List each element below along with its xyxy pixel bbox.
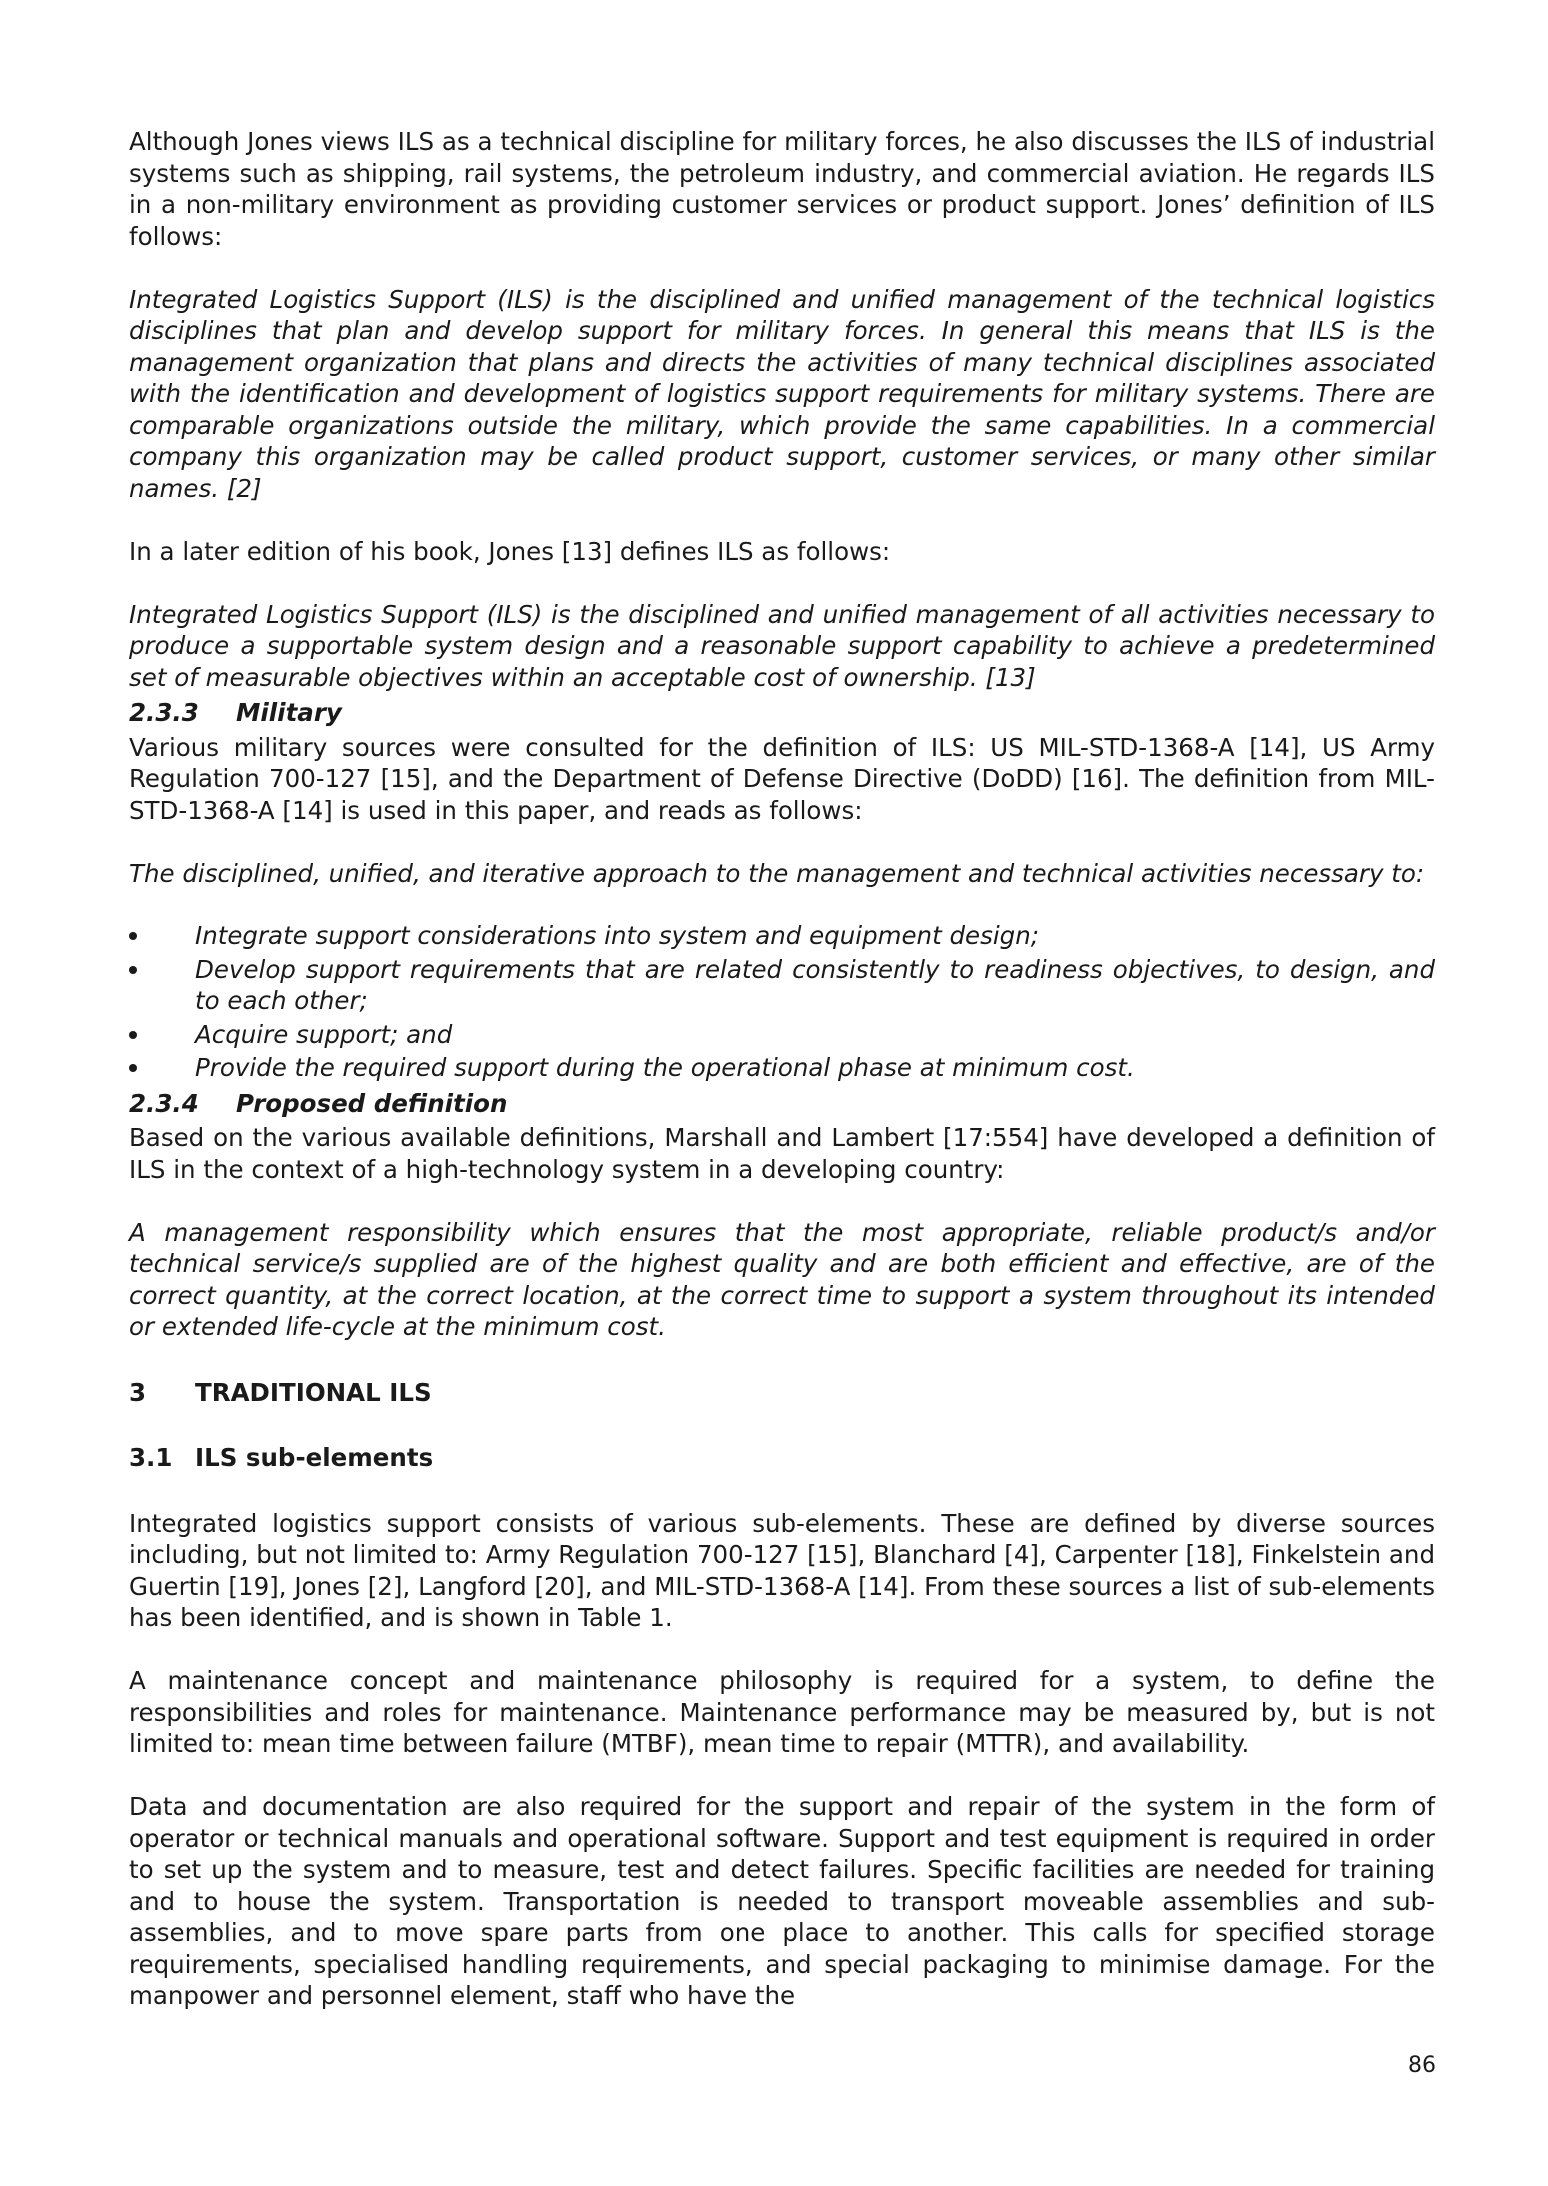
bullet-icon — [129, 966, 137, 974]
list-item: Provide the required support during the operational phase at minimum cost. — [129, 1052, 1435, 1084]
section-heading-2-3-4 — [129, 1088, 1435, 1120]
section-title: TRADITIONAL ILS — [195, 1377, 432, 1407]
quoted-definition: Integrated Logistics Support (ILS) is the disciplined and unified management of all activities necessary to produce a supportable system design and a reasonable support capability to achieve a predetermined set of measurable objectives within an acceptable cost of ownership. [13] — [129, 599, 1435, 692]
quoted-definition: Integrated Logistics Support (ILS) is the disciplined and unified management of the technical logistics disciplines that plan and develop support for military forces. In general this means that ILS is the management organization that plans and directs the activities of many technical disciplines associated with the identification and development of logistics support requirements for military systems. There are comparable organizations outside the military, which provide the same capabilities. In a commercial company this organization may be called product support, customer services, or many other similar names. [2] — [129, 284, 1435, 503]
bullet-icon — [129, 1031, 137, 1039]
bullet-icon — [129, 1064, 137, 1072]
section-title: Proposed definition — [236, 1088, 508, 1118]
body-paragraph: Various military sources were consulted for the definition of ILS: US MIL-STD-1368-A [14], US Army Regulation 700-127 [15], and the Department of Defense Directive (DoDD) [16]. The definition from MIL-STD-1368-A [14] is used in this paper, and reads as follows: — [129, 732, 1435, 825]
section-title: Military — [236, 698, 342, 727]
body-paragraph: In a later edition of his book, Jones [13] defines ILS as follows: — [129, 536, 891, 566]
quoted-definition: A management responsibility which ensures that the most appropriate, reliable product/s and/or technical service/s supplied are of the highest quality and are both efficient and effective, are of the correct quantity, at the correct location, at the correct time to support a system throughout its intended or extended life-cycle at the minimum cost. — [129, 1217, 1435, 1341]
body-paragraph: Based on the various available definitions, Marshall and Lambert [17:554] have developed a definition of ILS in the context of a high-technology system in a developing country: — [129, 1123, 1435, 1184]
body-paragraph: Although Jones views ILS as a technical discipline for military forces, he also discusses the ILS of industrial systems such as shipping, rail systems, the petroleum industry, and commercial aviation. He regards ILS in a non-military environment as providing customer services or product support. Jones’ definition of ILS follows: — [129, 127, 1435, 251]
section-number: 2.3.4 — [129, 1088, 199, 1118]
quoted-definition: The disciplined, unified, and iterative approach to the management and technical activities necessary to: — [129, 858, 1425, 888]
bullet-list — [129, 920, 1435, 1084]
body-paragraph: Integrated logistics support consists of various sub-elements. These are defined by diverse sources including, but not limited to: Army Regulation 700-127 [15], Blanchard [4], Carpenter [18], Finkelstein and Guertin [19], Jones [2], Langford [20], and MIL-STD-1368-A [14]. From these sources a list of sub-elements has been identified, and is shown in Table 1. — [129, 1508, 1435, 1632]
section-number: 3.1 — [129, 1443, 173, 1472]
section-heading-2-3-3 — [129, 697, 1435, 729]
body-paragraph: Data and documentation are also required for the support and repair of the system in the form of operator or technical manuals and operational software. Support and test equipment is required in order to set up the system and to measure, test and detect failures. Specific facilities are needed for training and to house the system. Transportation is needed to transport moveable assemblies and sub-assemblies, and to move spare parts from one place to another. This calls for specified storage requirements, specialised handling requirements, and special packaging to minimise damage. For the manpower and personnel element, staff who have the — [129, 1792, 1435, 2010]
list-item: Integrate support considerations into system and equipment design; — [129, 920, 1435, 952]
section-title: ILS sub-elements — [195, 1443, 434, 1472]
body-paragraph: A maintenance concept and maintenance philosophy is required for a system, to define the responsibilities and roles for maintenance. Maintenance performance may be measured by, but is not limited to: mean time between failure (MTBF), mean time to repair (MTTR), and availability. — [129, 1666, 1435, 1758]
section-heading-3 — [129, 1377, 1435, 1409]
page-number: 86 — [1408, 2053, 1436, 2078]
section-number: 2.3.3 — [129, 698, 199, 727]
bullet-icon — [129, 932, 137, 940]
section-number: 3 — [129, 1377, 147, 1407]
list-item: Acquire support; and — [129, 1019, 1435, 1051]
section-heading-3-1 — [129, 1442, 1435, 1474]
list-item: Develop support requirements that are related consistently to readiness objectives, to design, and to each other; — [129, 954, 1435, 1017]
